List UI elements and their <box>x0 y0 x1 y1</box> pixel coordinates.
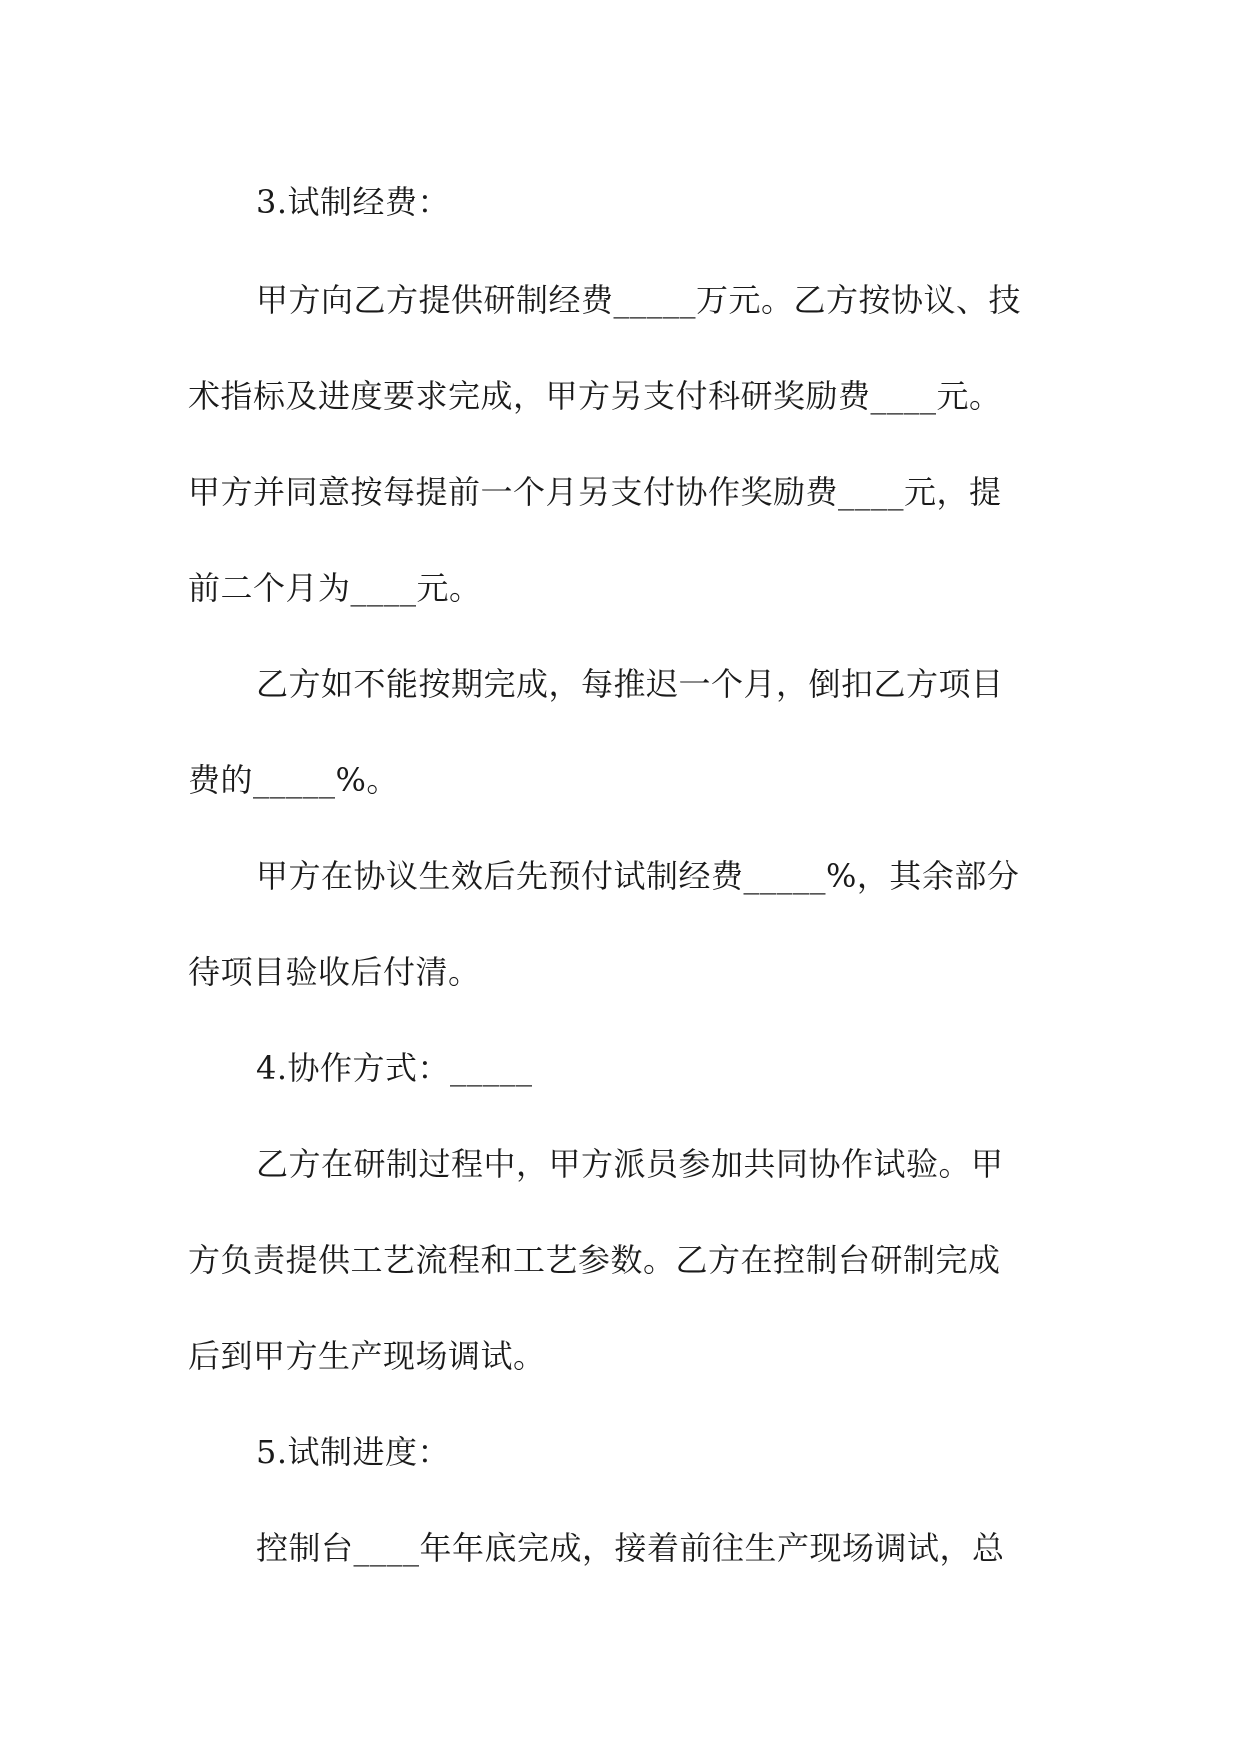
paragraph-line: 方负责提供工艺流程和工艺参数。乙方在控制台研制完成 <box>188 1241 1001 1279</box>
section-heading-cooperation: 4.协作方式：_____ <box>256 1049 533 1087</box>
paragraph-line: 乙方如不能按期完成，每推迟一个月，倒扣乙方项目 <box>256 665 1004 703</box>
paragraph-line: 控制台____年年底完成，接着前往生产现场调试，总 <box>256 1529 1005 1567</box>
paragraph-line: 待项目验收后付清。 <box>188 953 481 991</box>
paragraph-line: 前二个月为____元。 <box>188 569 482 607</box>
section-heading-schedule: 5.试制进度： <box>256 1433 451 1471</box>
paragraph-line: 甲方并同意按每提前一个月另支付协作奖励费____元，提 <box>188 473 1002 511</box>
paragraph-line: 甲方向乙方提供研制经费_____万元。乙方按协议、技 <box>256 281 1022 319</box>
paragraph-line: 甲方在协议生效后先预付试制经费_____%，其余部分 <box>256 857 1020 895</box>
section-heading-funding: 3.试制经费： <box>256 183 451 221</box>
paragraph-line: 术指标及进度要求完成，甲方另支付科研奖励费____元。 <box>188 377 1002 415</box>
paragraph-line: 后到甲方生产现场调试。 <box>188 1337 546 1375</box>
paragraph-line: 乙方在研制过程中，甲方派员参加共同协作试验。甲 <box>256 1145 1004 1183</box>
paragraph-line: 费的_____%。 <box>188 761 399 799</box>
